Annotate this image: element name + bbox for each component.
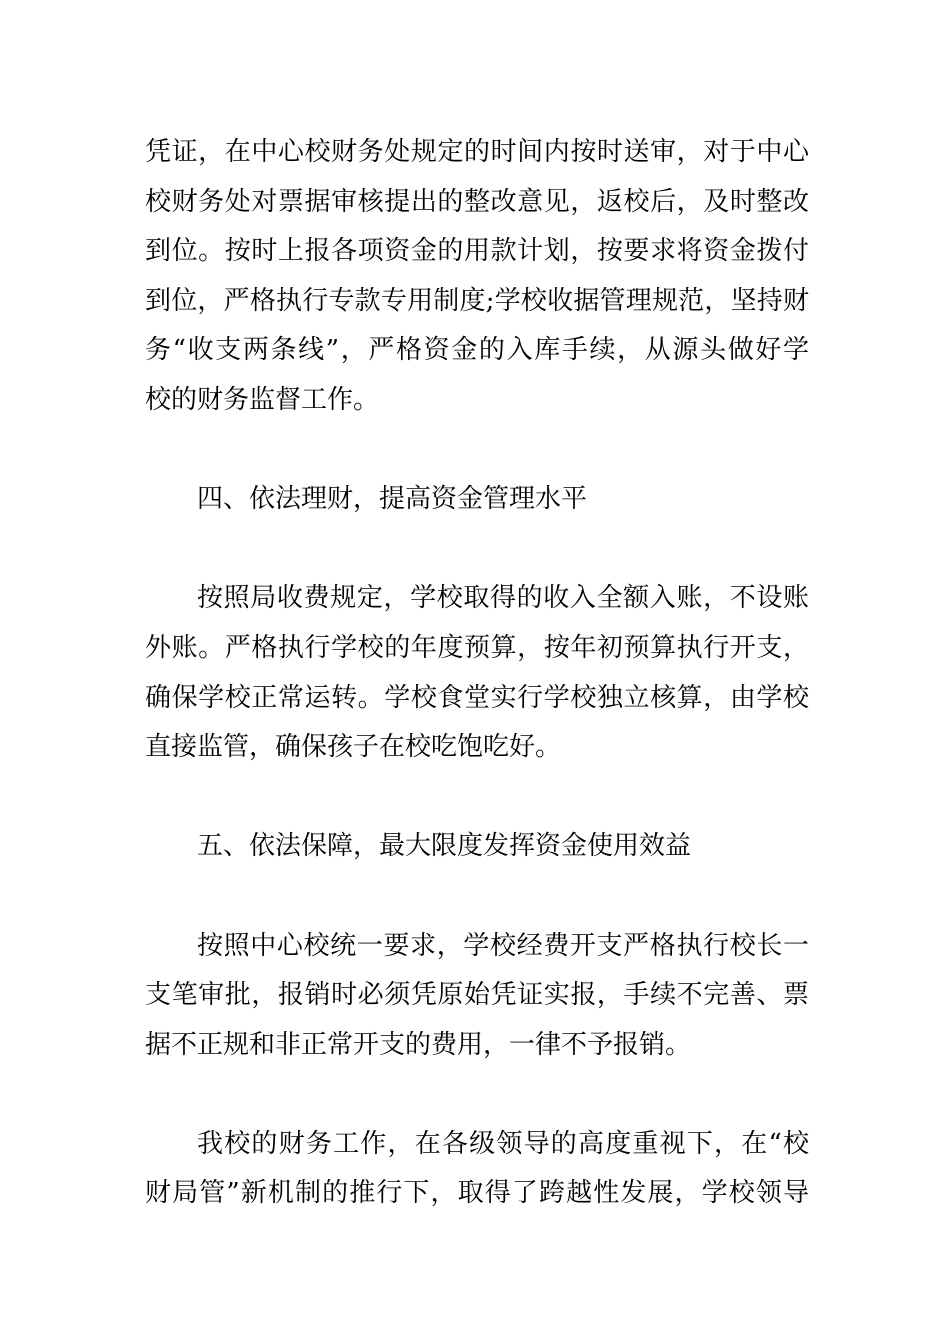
text-line: 校财务处对票据审核提出的整改意见，返校后，及时整改 — [145, 186, 809, 217]
text-line: 确保学校正常运转。学校食堂实行学校独立核算，由学校 — [145, 682, 809, 713]
text-line: 财局管”新机制的推行下，取得了跨越性发展，学校领导 — [145, 1178, 809, 1209]
text-line: 务“收支两条线”，严格资金的入库手续，从源头做好学 — [145, 335, 809, 366]
paragraph-gap — [145, 872, 809, 922]
section-heading-five — [145, 822, 809, 872]
text-line: 外账。严格执行学校的年度预算，按年初预算执行开支， — [145, 632, 809, 663]
text-line: 按照中心校统一要求，学校经费开支严格执行校长一 — [197, 930, 809, 961]
paragraph-continuation — [145, 128, 809, 426]
text-line: 按照局收费规定，学校取得的收入全额入账，不设账 — [197, 583, 809, 614]
section-heading-four — [145, 475, 809, 525]
text-line: 凭证，在中心校财务处规定的时间内按时送审，对于中心 — [145, 137, 809, 167]
paragraph-gap — [145, 525, 809, 575]
text-line: 直接监管，确保孩子在校吃饱吃好。 — [145, 732, 562, 763]
paragraph-expenses — [145, 922, 809, 1071]
text-line: 校的财务监督工作。 — [145, 384, 380, 415]
paragraph-gap — [145, 773, 809, 823]
paragraph-gap — [145, 426, 809, 476]
text-line: 到位。按时上报各项资金的用款计划，按要求将资金拨付 — [145, 236, 809, 267]
paragraph-gap — [145, 1070, 809, 1120]
text-line: 我校的财务工作，在各级领导的高度重视下，在“校 — [197, 1128, 809, 1159]
heading-text: 五、依法保障，最大限度发挥资金使用效益 — [197, 831, 692, 862]
heading-text: 四、依法理财，提高资金管理水平 — [197, 484, 588, 515]
paragraph-income — [145, 574, 809, 772]
text-line: 支笔审批，报销时必须凭原始凭证实报，手续不完善、票 — [145, 980, 809, 1011]
text-line: 据不正规和非正常开支的费用，一律不予报销。 — [145, 1029, 692, 1060]
paragraph-summary — [145, 1120, 809, 1219]
document-page — [145, 128, 809, 1219]
text-line: 到位，严格执行专款专用制度;学校收据管理规范，坚持财 — [145, 285, 809, 316]
